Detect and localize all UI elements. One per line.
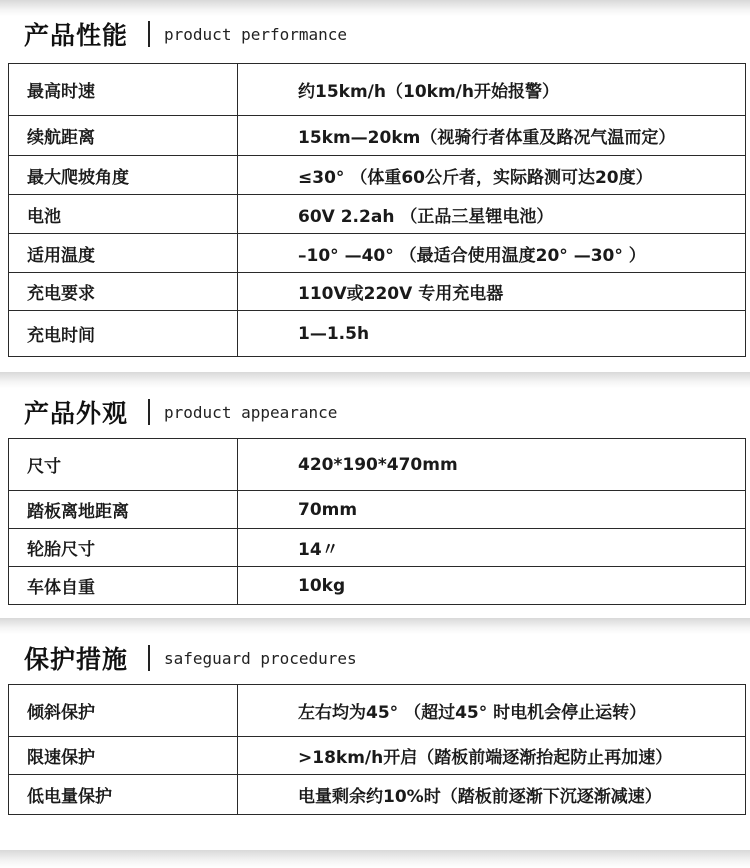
section-title-en: product appearance bbox=[164, 402, 338, 422]
row-value: 70mm bbox=[238, 491, 746, 529]
row-label: 车体自重 bbox=[9, 567, 238, 605]
section-title-en: product performance bbox=[164, 24, 348, 44]
row-value: 10kg bbox=[238, 567, 746, 605]
section-divider bbox=[0, 850, 750, 868]
row-label: 限速保护 bbox=[9, 737, 238, 775]
table-row bbox=[9, 156, 746, 195]
row-value: 110V或220V 专用充电器 bbox=[238, 273, 746, 311]
row-label: 踏板离地距离 bbox=[9, 491, 238, 529]
heading-separator bbox=[148, 399, 150, 425]
row-value: 15km—20km（视骑行者体重及路况气温而定） bbox=[238, 116, 746, 156]
section-title-cn: 产品性能 bbox=[24, 21, 129, 50]
table-row bbox=[9, 195, 746, 234]
section-heading-safeguard bbox=[24, 638, 357, 678]
section-title-cn: 产品外观 bbox=[24, 399, 129, 428]
row-value: 420*190*470mm bbox=[238, 439, 746, 491]
row-label: 充电时间 bbox=[9, 311, 238, 357]
heading-separator bbox=[148, 645, 150, 671]
row-label: 倾斜保护 bbox=[9, 685, 238, 737]
row-label: 适用温度 bbox=[9, 234, 238, 273]
table-row bbox=[9, 491, 746, 529]
section-title-cn: 保护措施 bbox=[24, 645, 129, 674]
safeguard-table bbox=[8, 684, 746, 815]
heading-separator bbox=[148, 21, 150, 47]
table-row bbox=[9, 273, 746, 311]
row-label: 电池 bbox=[9, 195, 238, 234]
row-label: 续航距离 bbox=[9, 116, 238, 156]
row-value: 电量剩余约10%时（踏板前逐渐下沉逐渐减速） bbox=[238, 775, 746, 815]
table-row bbox=[9, 311, 746, 357]
table-row bbox=[9, 439, 746, 491]
section-heading-performance bbox=[24, 14, 347, 54]
table-row bbox=[9, 234, 746, 273]
table-row bbox=[9, 685, 746, 737]
row-label: 最高时速 bbox=[9, 64, 238, 116]
table-row bbox=[9, 737, 746, 775]
row-value: 14〃 bbox=[238, 529, 746, 567]
section-title-en: safeguard procedures bbox=[164, 648, 357, 668]
row-label: 最大爬坡角度 bbox=[9, 156, 238, 195]
row-value: 约15km/h（10km/h开始报警） bbox=[238, 64, 746, 116]
row-value: 1—1.5h bbox=[238, 311, 746, 357]
row-label: 尺寸 bbox=[9, 439, 238, 491]
row-value: –10° —40° （最适合使用温度20° —30° ） bbox=[238, 234, 746, 273]
table-row bbox=[9, 116, 746, 156]
section-divider bbox=[0, 618, 750, 634]
row-value: >18km/h开启（踏板前端逐渐抬起防止再加速） bbox=[238, 737, 746, 775]
row-value: ≤30° （体重60公斤者，实际路测可达20度） bbox=[238, 156, 746, 195]
row-value: 左右均为45° （超过45° 时电机会停止运转） bbox=[238, 685, 746, 737]
row-value: 60V 2.2ah （正品三星锂电池） bbox=[238, 195, 746, 234]
appearance-table bbox=[8, 438, 746, 605]
performance-table bbox=[8, 63, 746, 357]
row-label: 轮胎尺寸 bbox=[9, 529, 238, 567]
table-row bbox=[9, 64, 746, 116]
table-row bbox=[9, 529, 746, 567]
section-divider bbox=[0, 372, 750, 388]
table-row bbox=[9, 567, 746, 605]
table-row bbox=[9, 775, 746, 815]
row-label: 充电要求 bbox=[9, 273, 238, 311]
row-label: 低电量保护 bbox=[9, 775, 238, 815]
section-heading-appearance bbox=[24, 392, 337, 432]
